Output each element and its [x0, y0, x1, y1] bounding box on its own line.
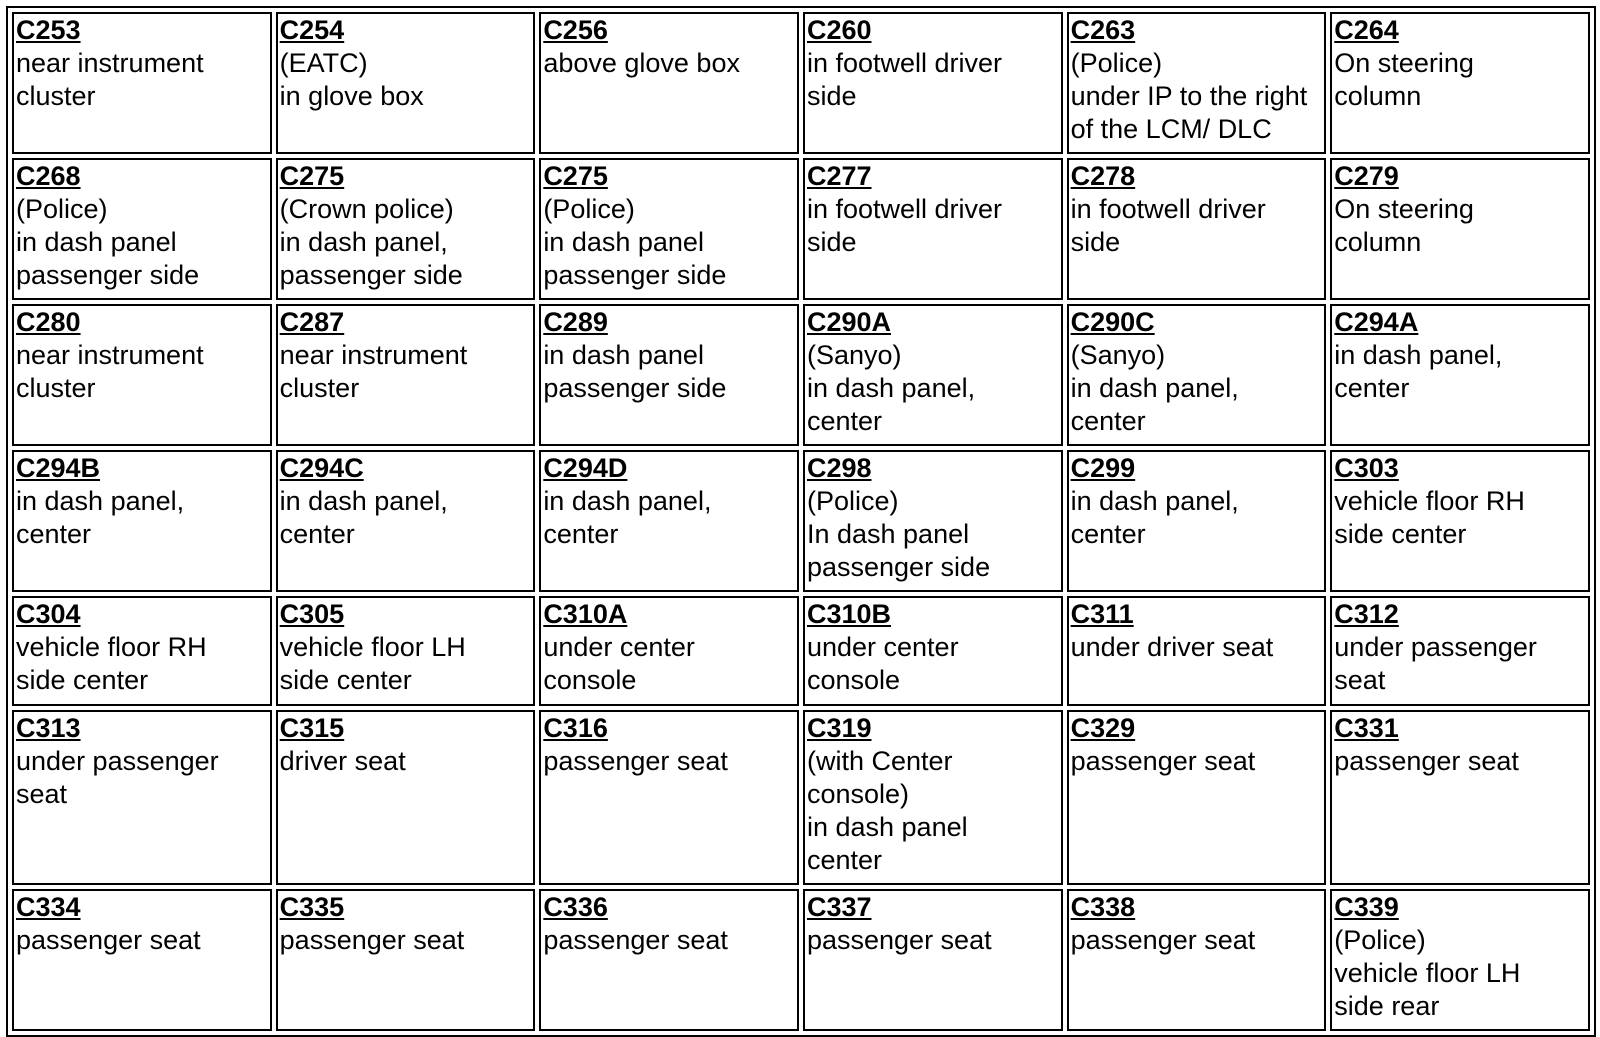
- connector-code: C287: [279, 307, 345, 337]
- connector-location-text: in dash panel,: [279, 486, 448, 516]
- connector-cell: [1330, 158, 1590, 300]
- connector-cell: [12, 889, 272, 1031]
- connector-location-text: (with Center: [806, 746, 953, 776]
- connector-code: C338: [1070, 892, 1136, 922]
- connector-location-text: (Police): [16, 194, 108, 224]
- connector-cell: [1330, 12, 1590, 154]
- table-row: [12, 158, 1590, 300]
- connector-location-text: (Sanyo): [1070, 340, 1166, 370]
- connector-location-text: side center: [1334, 519, 1467, 549]
- connector-cell: [1330, 304, 1590, 446]
- connector-location-text: in dash panel,: [1070, 373, 1239, 403]
- connector-location-text: passenger side: [16, 260, 200, 290]
- connector-location-text: side center: [279, 665, 412, 695]
- connector-location-text: passenger seat: [1070, 746, 1256, 776]
- connector-cell: [1067, 596, 1327, 706]
- table-row: [12, 596, 1590, 706]
- connector-location-text: side: [1070, 227, 1121, 257]
- connector-location-text: side: [806, 227, 857, 257]
- connector-location-text: in dash panel: [543, 340, 704, 370]
- connector-code: C310A: [543, 599, 628, 629]
- connector-location-text: in dash panel,: [16, 486, 185, 516]
- connector-location-text: center: [279, 519, 355, 549]
- connector-code: C335: [279, 892, 345, 922]
- connector-location-text: On steering: [1334, 48, 1474, 78]
- connector-location-text: under center: [806, 632, 959, 662]
- connector-cell: [803, 304, 1063, 446]
- connector-location-text: in dash panel: [806, 812, 968, 842]
- connector-code: C254: [279, 15, 345, 45]
- connector-cell: [803, 450, 1063, 592]
- connector-code: C294C: [279, 453, 364, 483]
- connector-code: C260: [806, 15, 872, 45]
- connector-cell: [539, 12, 799, 154]
- connector-location-text: passenger side: [543, 260, 727, 290]
- connector-location-text: side center: [16, 665, 149, 695]
- connector-location-text: side rear: [1334, 991, 1440, 1021]
- connector-code: C275: [279, 161, 345, 191]
- connector-location-text: passenger seat: [279, 925, 465, 955]
- connector-location-text: center: [543, 519, 619, 549]
- connector-location-text: (Police): [1070, 48, 1163, 78]
- connector-location-text: in dash panel,: [1070, 486, 1239, 516]
- connector-location-text: near instrument: [16, 340, 204, 370]
- connector-location-text: seat: [1334, 665, 1386, 695]
- connector-location-text: console): [806, 779, 910, 809]
- connector-cell: [539, 158, 799, 300]
- connector-location-text: seat: [16, 779, 68, 809]
- connector-code: C253: [16, 15, 81, 45]
- connector-location-text: passenger side: [806, 552, 991, 582]
- connector-cell: [1067, 158, 1327, 300]
- connector-cell: [12, 596, 272, 706]
- connector-code: C275: [543, 161, 608, 191]
- connector-code: C298: [806, 453, 872, 483]
- connector-location-text: in dash panel,: [543, 486, 712, 516]
- connector-location-text: (Police): [1334, 925, 1426, 955]
- connector-cell: [803, 710, 1063, 885]
- connector-location-text: center: [1070, 406, 1146, 436]
- connector-code: C339: [1334, 892, 1399, 922]
- connector-code: C290A: [806, 307, 892, 337]
- connector-location-text: center: [806, 406, 883, 436]
- connector-table-body: [12, 12, 1590, 1031]
- connector-location-text: in footwell driver: [806, 48, 1003, 78]
- connector-location-text: console: [543, 665, 637, 695]
- connector-location-text: in dash panel,: [279, 227, 448, 257]
- connector-location-text: under passenger: [1334, 632, 1537, 662]
- connector-location-text: in footwell driver: [1070, 194, 1266, 224]
- connector-location-text: in glove box: [279, 81, 424, 111]
- connector-location-text: under driver seat: [1070, 632, 1274, 662]
- connector-location-text: passenger seat: [16, 925, 201, 955]
- connector-location-text: center: [1334, 373, 1410, 403]
- connector-location-text: in dash panel,: [1334, 340, 1503, 370]
- connector-location-text: above glove box: [543, 48, 740, 78]
- connector-location-text: side: [806, 81, 857, 111]
- connector-cell: [1067, 889, 1327, 1031]
- connector-code: C315: [279, 713, 345, 743]
- connector-cell: [276, 12, 536, 154]
- connector-location-text: On steering: [1334, 194, 1474, 224]
- connector-cell: [276, 304, 536, 446]
- connector-location-text: in dash panel: [16, 227, 177, 257]
- connector-cell: [803, 596, 1063, 706]
- table-row: [12, 12, 1590, 154]
- connector-location-text: under passenger: [16, 746, 219, 776]
- connector-location-text: passenger seat: [806, 925, 992, 955]
- connector-location-text: (Police): [543, 194, 635, 224]
- connector-code: C305: [279, 599, 345, 629]
- connector-cell: [1067, 450, 1327, 592]
- connector-location-text: driver seat: [279, 746, 406, 776]
- connector-code: C303: [1334, 453, 1399, 483]
- connector-cell: [1330, 889, 1590, 1031]
- connector-location-text: column: [1334, 81, 1422, 111]
- connector-location-text: cluster: [279, 373, 360, 403]
- connector-code: C313: [16, 713, 81, 743]
- connector-cell: [539, 596, 799, 706]
- connector-cell: [12, 710, 272, 885]
- connector-location-text: vehicle floor LH: [1334, 958, 1521, 988]
- connector-code: C278: [1070, 161, 1136, 191]
- connector-code: C256: [543, 15, 608, 45]
- connector-code: C311: [1070, 599, 1134, 629]
- connector-code: C299: [1070, 453, 1136, 483]
- table-row: [12, 710, 1590, 885]
- connector-location-text: passenger side: [543, 373, 727, 403]
- connector-code: C263: [1070, 15, 1136, 45]
- connector-cell: [12, 158, 272, 300]
- connector-location-text: in footwell driver: [806, 194, 1003, 224]
- connector-location-text: center: [16, 519, 92, 549]
- connector-code: C294B: [16, 453, 101, 483]
- connector-cell: [1330, 450, 1590, 592]
- connector-location-text: vehicle floor RH: [16, 632, 207, 662]
- connector-location-text: under IP to the right: [1070, 81, 1308, 111]
- connector-cell: [539, 710, 799, 885]
- connector-code: C334: [16, 892, 81, 922]
- connector-code: C331: [1334, 713, 1399, 743]
- connector-location-text: in dash panel: [543, 227, 704, 257]
- connector-code: C280: [16, 307, 81, 337]
- connector-location-text: (Crown police): [279, 194, 454, 224]
- connector-location-text: passenger side: [279, 260, 463, 290]
- connector-location-text: passenger seat: [1334, 746, 1519, 776]
- connector-code: C319: [806, 713, 872, 743]
- connector-code: C279: [1334, 161, 1399, 191]
- connector-location-text: in dash panel,: [806, 373, 976, 403]
- connector-location-text: of the LCM/ DLC: [1070, 114, 1272, 144]
- connector-location-table: [6, 6, 1596, 1037]
- connector-cell: [539, 304, 799, 446]
- connector-cell: [539, 889, 799, 1031]
- connector-location-text: (EATC): [279, 48, 368, 78]
- connector-code: C316: [543, 713, 608, 743]
- connector-code: C336: [543, 892, 608, 922]
- connector-location-text: cluster: [16, 81, 96, 111]
- table-row: [12, 304, 1590, 446]
- connector-cell: [12, 450, 272, 592]
- connector-location-text: passenger seat: [543, 925, 728, 955]
- connector-location-text: near instrument: [279, 340, 468, 370]
- table-row: [12, 450, 1590, 592]
- connector-cell: [12, 12, 272, 154]
- connector-location-text: console: [806, 665, 901, 695]
- connector-cell: [539, 450, 799, 592]
- connector-location-text: near instrument: [16, 48, 204, 78]
- connector-location-text: vehicle floor LH: [279, 632, 466, 662]
- connector-cell: [12, 304, 272, 446]
- connector-code: C329: [1070, 713, 1136, 743]
- connector-cell: [276, 450, 536, 592]
- connector-location-text: cluster: [16, 373, 96, 403]
- connector-location-text: center: [806, 845, 883, 875]
- connector-code: C294D: [543, 453, 628, 483]
- connector-location-text: vehicle floor RH: [1334, 486, 1525, 516]
- connector-cell: [803, 158, 1063, 300]
- connector-code: C310B: [806, 599, 892, 629]
- connector-location-text: (Sanyo): [806, 340, 902, 370]
- connector-cell: [1330, 710, 1590, 885]
- table-row: [12, 889, 1590, 1031]
- connector-cell: [276, 158, 536, 300]
- connector-location-text: under center: [543, 632, 695, 662]
- connector-location-text: passenger seat: [1070, 925, 1256, 955]
- connector-code: C304: [16, 599, 81, 629]
- connector-cell: [1067, 12, 1327, 154]
- connector-location-text: In dash panel: [806, 519, 970, 549]
- connector-code: C294A: [1334, 307, 1419, 337]
- connector-cell: [276, 889, 536, 1031]
- connector-cell: [276, 596, 536, 706]
- connector-cell: [1067, 710, 1327, 885]
- connector-code: C289: [543, 307, 608, 337]
- connector-code: C268: [16, 161, 81, 191]
- connector-code: C312: [1334, 599, 1399, 629]
- connector-code: C277: [806, 161, 872, 191]
- connector-code: C290C: [1070, 307, 1155, 337]
- connector-location-text: (Police): [806, 486, 899, 516]
- connector-cell: [1330, 596, 1590, 706]
- connector-cell: [803, 12, 1063, 154]
- connector-cell: [803, 889, 1063, 1031]
- connector-cell: [1067, 304, 1327, 446]
- connector-cell: [276, 710, 536, 885]
- connector-location-text: column: [1334, 227, 1422, 257]
- connector-code: C337: [806, 892, 872, 922]
- connector-location-text: passenger seat: [543, 746, 728, 776]
- connector-location-text: center: [1070, 519, 1146, 549]
- connector-code: C264: [1334, 15, 1399, 45]
